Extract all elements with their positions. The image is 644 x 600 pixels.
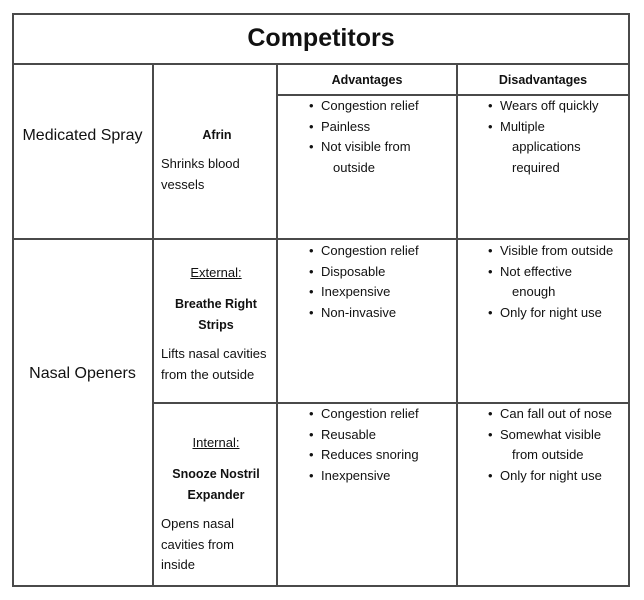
list-item: • Only for night use [488,303,613,324]
list-item: • Somewhat visible from outside [488,425,612,466]
list-item: • Disposable [309,262,419,283]
list-item: • Visible from outside [488,241,613,262]
disadvantages-list-breathe-right [488,241,613,324]
product-description-line: Opens nasal [161,516,234,531]
product-name-line: Expander [187,488,245,502]
disadvantages-list-snooze [488,404,612,487]
product-description-line: cavities from [161,536,234,552]
product-name-line: Breathe Right [175,297,257,311]
list-item: • Inexpensive [309,466,419,487]
product-description-line: vessels [161,176,205,192]
list-item: • Only for night use [488,466,612,487]
product-description-line: inside [161,557,195,572]
list-item: • Can fall out of nose [488,404,612,425]
header-advantages: Advantages [331,72,403,87]
table-border-left [12,13,14,587]
list-item: • Congestion relief [309,404,419,425]
table-title: Competitors [247,24,395,52]
product-name-line: Strips [198,318,234,332]
list-item: • Not visible from outside [309,137,419,178]
product-name-line: Snooze Nostril [172,467,260,481]
header-disadvantages: Disadvantages [498,72,588,87]
table-border-bottom [12,585,630,587]
product-description-line: from the outside [161,366,255,382]
advantages-list-breathe-right [309,241,419,324]
disadvantages-list-afrin [488,96,599,179]
list-item: • Multiple applications required [488,117,599,179]
product-breathe-right [158,263,274,385]
product-description-line: Shrinks blood [161,156,240,171]
list-item: • Wears off quickly [488,96,599,117]
list-item: • Non-invasive [309,303,419,324]
category-medicated-spray: Medicated Spray [22,127,143,144]
list-item: • Congestion relief [309,241,419,262]
list-item: • Reusable [309,425,419,446]
advantages-list-afrin [309,96,419,179]
product-snooze-nostril-expander [158,433,274,576]
list-item: • Reduces snoring [309,445,419,466]
column-divider-3 [456,63,458,587]
product-afrin [161,125,281,195]
list-item: • Inexpensive [309,282,419,303]
product-type-label: External: [190,265,242,280]
list-item: • Painless [309,117,419,138]
product-type-label: Internal: [192,435,240,450]
advantages-list-snooze [309,404,419,487]
row-divider-categories [12,238,630,240]
list-item: • Congestion relief [309,96,419,117]
table-border-right [628,13,630,587]
category-nasal-openers: Nasal Openers [29,365,136,382]
list-item: • Not effective enough [488,262,613,303]
product-name: Afrin [202,128,232,142]
product-description-line: Lifts nasal cavities [161,346,267,361]
